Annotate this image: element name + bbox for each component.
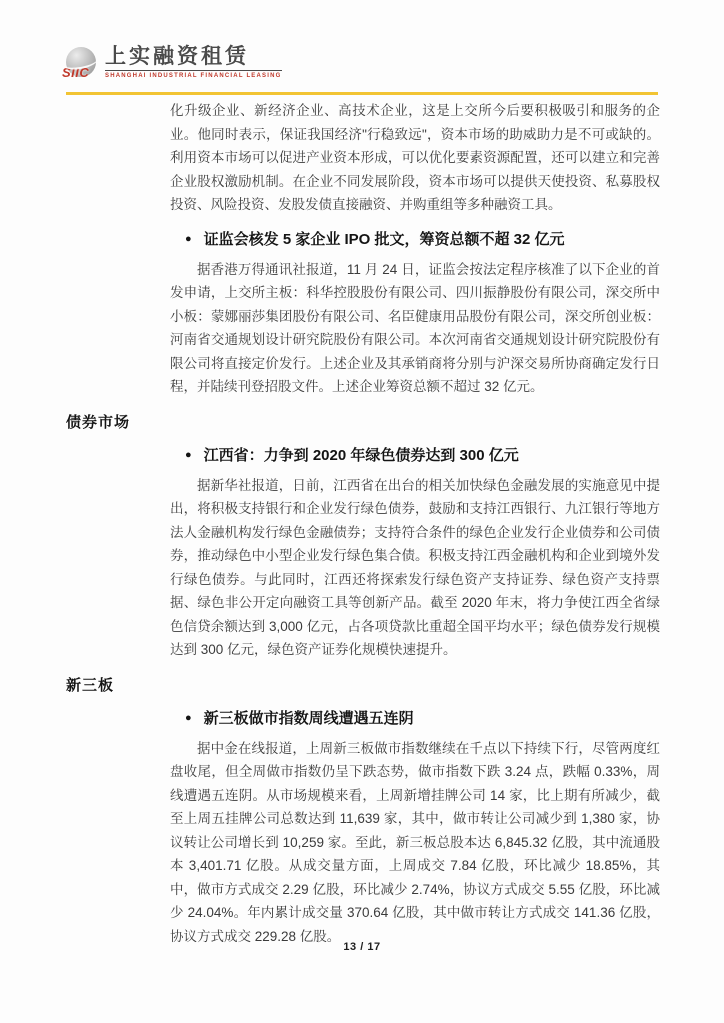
page-number: 13 / 17 — [343, 941, 381, 953]
company-name-english: SHANGHAI INDUSTRIAL FINANCIAL LEASING — [105, 73, 282, 80]
bullet-icon: ● — [185, 711, 192, 724]
siic-globe-icon — [62, 47, 96, 80]
article-headline-ipo — [185, 228, 658, 251]
section-label-bond-market: 债券市场 — [66, 413, 131, 431]
company-name-chinese: 上实融资租赁 — [105, 45, 282, 71]
article-body-neeq-index: 据中金在线报道，上周新三板做市指数继续在千点以下持续下行，尽管两度红盘收尾，但全周做市指数仍呈下跌态势，做市指数下跌 3.24 点，跌幅 0.33%，周线遭遇五连阴。从市场规模来看，上周新增挂牌公司 14 家，比上期有所减少，截至上周五挂牌公司总数达到 11,639 家，其中，做市转让公司减少到 1,380 家，协议转让公司增长到 10,259 家。至此，新三板总股本达 6,845.32 亿股，其中流通股本 3,401.71 亿股。从成交量方面，上周成交 7.84 亿股，环比减少 18.85%，其中，做市方式成交 2.29 亿股，环比减少 2.74%，协议方式成交 5.55 亿股，环比减少 24.04%。年内累计成交量 370.64 亿股，其中做市转让方式成交 141.36 亿股，协议方式成交 229.28 亿股。 — [170, 740, 660, 944]
article-body-green-bonds: 据新华社报道，日前，江西省在出台的相关加快绿色金融发展的实施意见中提出，将积极支持银行和企业发行绿色债券，鼓励和支持江西银行、九江银行等地方法人金融机构发行绿色金融债券；支持符合条件的绿色企业发行企业债券和公司债券，推动绿色中小型企业发行绿色集合债。积极支持江西金融机构和企业到境外发行绿色债券。与此同时，江西还将探索发行绿色资产支持证券、绿色资产支持票据、绿色非公开定向融资工具等创新产品。截至 2020 年末，将力争使江西全省绿色信贷余额达到 3,000 亿元，占各项贷款比重超全国平均水平；绿色债券发行规模达到 300 亿元，绿色资产证券化规模快速提升。 — [170, 477, 660, 657]
section-label-neeq: 新三板 — [66, 676, 115, 694]
gold-divider-line — [66, 92, 658, 95]
siic-wordmark: SIIC — [62, 65, 90, 80]
continuation-paragraph: 化升级企业、新经济企业、高技术企业，这是上交所今后要积极吸引和服务的企业。他同时表示，保证我国经济"行稳致远"，资本市场的助威助力是不可或缺的。利用资本市场可以促进产业资本形成，可以优化要素资源配置，还可以建立和完善企业股权激励机制。在企业不同发展阶段，资本市场可以提供天使投资、私募股权投资、风险投资、发股发债直接融资、并购重组等多种融资工具。 — [170, 103, 660, 212]
article-headline-text: 江西省：力争到 2020 年绿色债券达到 300 亿元 — [203, 446, 519, 464]
article-headline-green-bonds — [185, 444, 658, 467]
article-headline-neeq-index — [185, 707, 658, 730]
article-body-ipo: 据香港万得通讯社报道，11 月 24 日，证监会按法定程序核准了以下企业的首发申请，上交所主板：科华控股股份有限公司、四川振静股份有限公司，深交所中小板：蒙娜丽莎集团股份有限公司、名臣健康用品股份有限公司，深交所创业板：河南省交通规划设计研究院股份有限公司。本次河南省交通规划设计研究院股份有限公司将直接定价发行。上述企业及其承销商将分别与沪深交易所协商确定发行日程，并陆续刊登招股文件。上述企业筹资总额不超过 32 亿元。 — [170, 261, 660, 394]
article-headline-text: 证监会核发 5 家企业 IPO 批文，筹资总额不超 32 亿元 — [203, 230, 565, 248]
bullet-icon: ● — [185, 448, 192, 461]
article-headline-text: 新三板做市指数周线遭遇五连阴 — [203, 709, 414, 727]
logo-text — [105, 45, 282, 79]
company-logo — [62, 40, 658, 84]
bullet-icon: ● — [185, 232, 192, 245]
